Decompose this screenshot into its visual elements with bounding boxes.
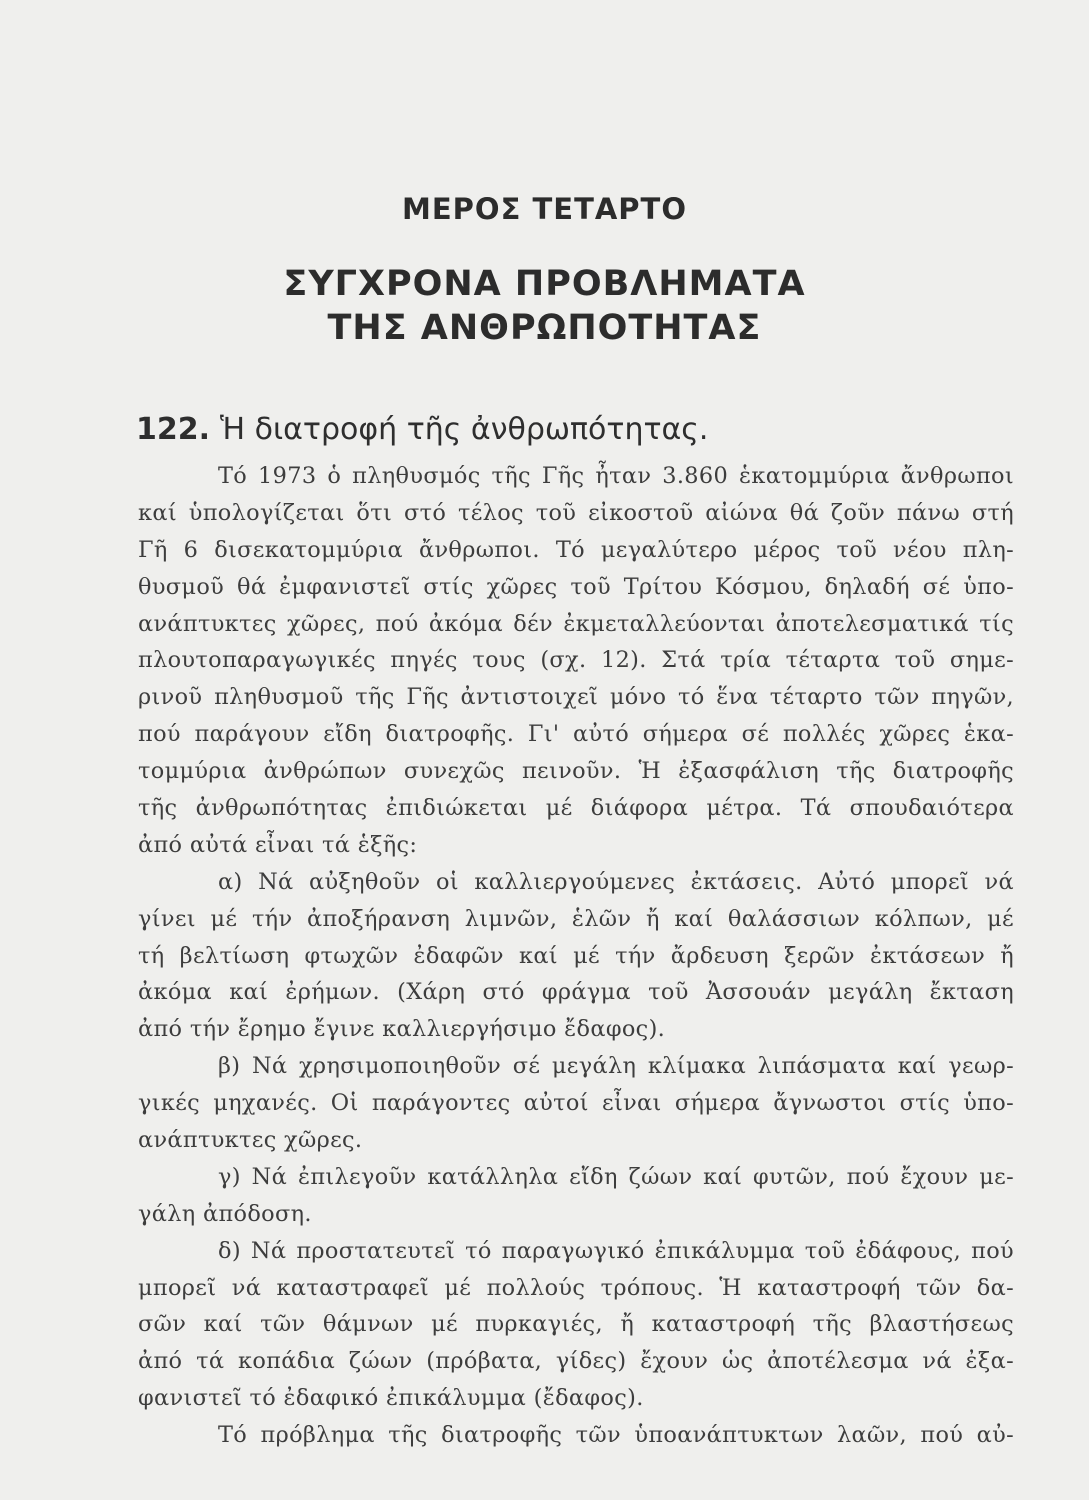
text-line: τή βελτίωση φτωχῶν ἐδαφῶν καί μέ τήν ἄρδευση ξερῶν ἐκτάσεων ἤ xyxy=(138,942,1014,969)
text-line: ἀπό τήν ἔρημο ἔγινε καλλιεργήσιμο ἔδαφος). xyxy=(138,1016,666,1043)
text-line: α) Νά αὐξηθοῦν οἱ καλλιεργούμενες ἐκτάσεις. Αὐτό μπορεῖ νά xyxy=(218,868,1014,895)
text-line: πού παράγουν εἴδη διατροφῆς. Γι' αὐτό σήμερα σέ πολλές χῶρες ἑκα- xyxy=(138,721,1014,748)
main-title-line-1: ΣΥΓΧΡΟΝΑ ΠΡΟΒΛΗΜΑΤΑ xyxy=(283,264,806,304)
body-text xyxy=(138,458,1014,1454)
text-line: γίνει μέ τήν ἀποξήρανση λιμνῶν, ἑλῶν ἤ καί θαλάσσιων κόλπων, μέ xyxy=(138,905,1014,932)
text-line: Τό πρόβλημα τῆς διατροφῆς τῶν ὑποανάπτυκτων λαῶν, πού αὐ- xyxy=(218,1422,1014,1449)
text-line: ανάπτυκτες χῶρες. xyxy=(138,1127,363,1154)
text-line: β) Νά χρησιμοποιηθοῦν σέ μεγάλη κλίμακα λιπάσματα καί γεωρ- xyxy=(218,1053,1014,1080)
text-line: γ) Νά ἐπιλεγοῦν κατάλληλα εἴδη ζώων καί φυτῶν, πού ἔχουν με- xyxy=(218,1163,1014,1190)
text-line: ἀπό τά κοπάδια ζώων (πρόβατα, γίδες) ἔχουν ὡς ἀποτέλεσμα νά ἐξα- xyxy=(138,1348,1014,1375)
text-line: τῆς ἀνθρωπότητας ἐπιδιώκεται μέ διάφορα μέτρα. Τά σπουδαιότερα xyxy=(138,795,1014,822)
text-line: πλουτοπαραγωγικές πηγές τους (σχ. 12). Στά τρία τέταρτα τοῦ σημε- xyxy=(138,647,1014,674)
section-title: Ἡ διατροφή τῆς ἀνθρωπότητας. xyxy=(220,412,709,447)
text-line: ἀπό αὐτά εἶναι τά ἑξῆς: xyxy=(138,831,418,858)
text-line: φανιστεῖ τό ἐδαφικό ἐπικάλυμμα (ἔδαφος). xyxy=(138,1385,644,1412)
section-heading xyxy=(136,412,708,447)
main-title-line-2: ΤΗΣ ΑΝΘΡΩΠΟΤΗΤΑΣ xyxy=(327,308,762,348)
text-line: μπορεῖ νά καταστραφεῖ μέ πολλούς τρόπους. Ἡ καταστροφή τῶν δα- xyxy=(138,1274,1014,1301)
text-line: Γῆ 6 δισεκατομμύρια ἄνθρωποι. Τό μεγαλύτερο μέρος τοῦ νέου πλη- xyxy=(138,536,1014,563)
text-line: Τό 1973 ὁ πληθυσμός τῆς Γῆς ἦταν 3.860 ἑκατομμύρια ἄνθρωποι xyxy=(218,463,1014,489)
text-line: καί ὑπολογίζεται ὅτι στό τέλος τοῦ εἰκοστοῦ αἰώνα θά ζοῦν πάνω στή xyxy=(138,499,1014,526)
text-line: δ) Νά προστατευτεῖ τό παραγωγικό ἐπικάλυμμα τοῦ ἐδάφους, πού xyxy=(218,1237,1014,1264)
text-line: τομμύρια ἀνθρώπων συνεχῶς πεινοῦν. Ἡ ἐξασφάλιση τῆς διατροφῆς xyxy=(138,758,1014,785)
text-line: θυσμοῦ θά ἐμφανιστεῖ στίς χῶρες τοῦ Τρίτου Κόσμου, δηλαδή σέ ὑπο- xyxy=(138,573,1014,600)
text-line: σῶν καί τῶν θάμνων μέ πυρκαγιές, ἤ καταστροφή τῆς βλαστήσεως xyxy=(138,1311,1014,1338)
main-title xyxy=(0,262,1089,350)
text-line: ανάπτυκτες χῶρες, πού ἀκόμα δέν ἐκμεταλλεύονται ἀποτελεσματικά τίς xyxy=(138,610,1014,637)
part-title: ΜΕΡΟΣ ΤΕΤΑΡΤΟ xyxy=(402,192,687,226)
text-line: γάλη ἀπόδοση. xyxy=(138,1200,312,1227)
text-line: ἀκόμα καί ἐρήμων. (Χάρη στό φράγμα τοῦ Ἀσσουάν μεγάλη ἔκταση xyxy=(138,979,1014,1006)
text-line: ρινοῦ πληθυσμοῦ τῆς Γῆς ἀντιστοιχεῖ μόνο τό ἕνα τέταρτο τῶν πηγῶν, xyxy=(138,684,1014,711)
section-number: 122. xyxy=(136,412,211,447)
text-line: γικές μηχανές. Οἱ παράγοντες αὐτοί εἶναι σήμερα ἄγνωστοι στίς ὑπο- xyxy=(138,1090,1014,1117)
